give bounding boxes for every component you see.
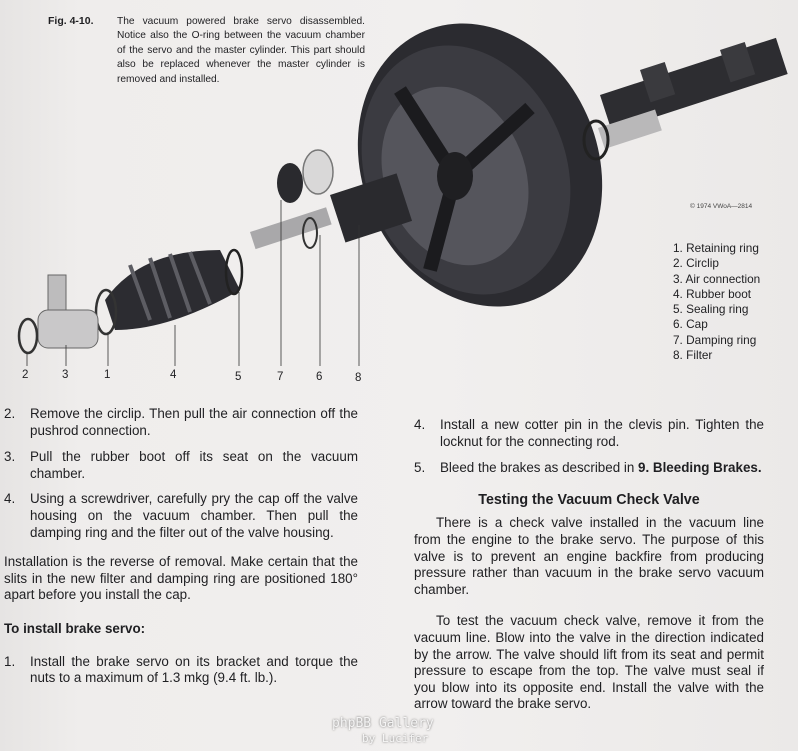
gallery-watermark — [332, 716, 434, 746]
step-text: Install the brake servo on its bracket and torque the nuts to a maximum of 1.3 mkg (9.4 ft. lb.). — [30, 653, 358, 686]
step-number: 4. — [414, 417, 426, 432]
master-cylinder-drawing — [584, 38, 788, 159]
filter-drawing — [303, 150, 333, 194]
step-number: 5. — [414, 460, 426, 476]
procedure-step — [414, 460, 764, 477]
damping-ring-drawing — [277, 163, 303, 203]
watermark-line: phpBB Gallery — [332, 716, 434, 731]
procedure-step — [4, 491, 358, 541]
procedure-step — [414, 417, 764, 450]
legend-item: 6. Cap — [673, 317, 708, 332]
section-heading: Testing the Vacuum Check Valve — [478, 491, 700, 508]
step-text: Install a new cotter pin in the clevis pin. Tighten the locknut for the connecting rod. — [440, 417, 764, 449]
right-column — [414, 417, 764, 713]
legend-item: 3. Air connection — [673, 271, 761, 286]
callout-number: 3 — [62, 369, 69, 381]
step-number: 3. — [4, 449, 16, 465]
figure-label: Fig. 4-10. — [48, 15, 94, 27]
figure-caption: The vacuum powered brake servo disassembled. Notice also the O-ring between the vacuum chamber of the servo and the master cylinder. This part should also be replaced whenever the master cylinder is removed and installed. — [117, 16, 365, 85]
legend-item: 4. Rubber boot — [673, 286, 752, 301]
procedure-step — [4, 654, 358, 687]
watermark-line: by Lucifer — [362, 732, 429, 745]
step-number: 1. — [4, 653, 16, 669]
step-text: Remove the circlip. Then pull the air connection off the pushrod connection. — [30, 406, 358, 438]
legend-item: 1. Retaining ring — [673, 241, 759, 255]
step-number: 4. — [4, 491, 16, 507]
callout-number: 2 — [22, 369, 29, 381]
body-paragraph: To test the vacuum check valve, remove it from the vacuum line. Blow into the valve in the direction indicated by the arrow. The valve should lift from its seat and permit pressure to escape from the top. The valve must seal if you blow into its opposite end. Install the valve with the arrow toward the brake servo. — [414, 613, 764, 712]
callout-number: 1 — [104, 369, 111, 381]
body-paragraph: There is a check valve installed in the vacuum line from the engine to the brake servo. The purpose of this valve is to prevent an engine backfire from producing pressure rather than vacuum in the brake servo vacuum chamber. — [414, 515, 764, 597]
legend-item: 2. Circlip — [673, 256, 719, 271]
section-reference: 9. Bleeding Brakes. — [638, 460, 762, 476]
step-text: Pull the rubber boot off its seat on the vacuum chamber. — [30, 449, 358, 481]
install-note: Installation is the reverse of removal. Make certain that the slits in the new filter and damping ring are positioned 180° apart before you install the cap. — [4, 554, 358, 603]
callout-number: 4 — [170, 369, 177, 381]
step-number: 2. — [4, 406, 16, 421]
callout-number: 6 — [316, 371, 323, 383]
legend-item: 5. Sealing ring — [673, 302, 749, 317]
left-column — [4, 406, 358, 687]
callout-number: 7 — [277, 371, 284, 383]
legend-item: 7. Damping ring — [673, 332, 757, 347]
circlip-drawing — [19, 319, 37, 353]
step-text: Bleed the brakes as described in — [440, 460, 639, 476]
callout-number: 5 — [235, 371, 242, 383]
air-connection-drawing — [38, 275, 98, 348]
vacuum-chamber-drawing — [316, 0, 643, 344]
procedure-step — [4, 406, 358, 439]
step-text: Using a screwdriver, carefully pry the cap off the valve housing on the vacuum chamber. Then pull the damping ring and the filter out of the valve housing. — [30, 491, 358, 540]
figure-credit: © 1974 VWoA—2814 — [690, 203, 753, 210]
legend-item: 8. Filter — [673, 348, 713, 363]
procedure-step — [4, 449, 358, 482]
install-subheading: To install brake servo: — [4, 620, 146, 636]
callout-number: 8 — [355, 372, 362, 384]
figure-legend — [673, 241, 760, 363]
rubber-boot-drawing — [105, 250, 240, 330]
